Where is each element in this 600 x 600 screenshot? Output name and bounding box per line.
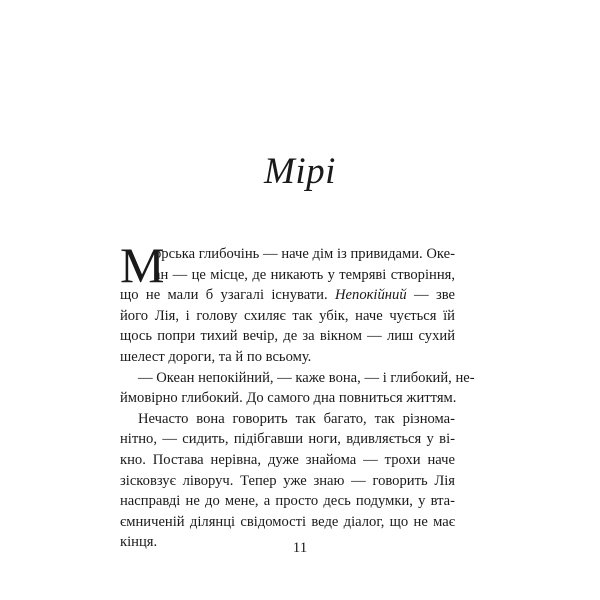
text-line: ан — це місце, де никають у темряві створіння,: [154, 266, 455, 283]
text-line: кінця.: [120, 534, 158, 551]
text-line: кно. Постава нерівна, дуже знайома — трохи наче: [120, 451, 455, 468]
drop-cap-letter: М: [120, 237, 165, 293]
page-number: 11: [292, 540, 308, 556]
text-line: його Лія, і голову схиляє так убік, наче чується їй: [120, 307, 455, 324]
text-line: ємниченій ділянці свідомості веде діалог, що не має: [120, 513, 455, 530]
chapter-title: Мірі: [264, 151, 336, 192]
body-text: [120, 237, 475, 553]
italic-word: Непокійний: [335, 287, 407, 304]
text-line: щось попри тихий вечір, де за вікном — лиш сухий: [120, 328, 455, 345]
text-segment: — зве: [406, 287, 455, 304]
text-line: — Океан непокійний, — каже вона, — і глибокий, не-: [138, 369, 475, 386]
text-segment: що не мали б узагалі існувати.: [120, 287, 335, 304]
text-line: нітно, — сидить, підібгавши ноги, вдивляється у ві-: [120, 431, 455, 448]
text-line: [120, 285, 455, 306]
text-line: шелест дороги, та й по всьому.: [120, 348, 312, 365]
text-line: зісковзує ліворуч. Тепер уже знаю — говорить Лія: [120, 472, 455, 489]
text-line: насправді не до мене, а просто десь подумки, у вта-: [120, 493, 455, 510]
text-line: орська глибочінь — наче дім із привидами. Оке-: [154, 246, 455, 262]
drop-cap-block: [120, 237, 455, 293]
text-line: Нечасто вона говорить так багато, так різнома-: [138, 410, 455, 427]
text-line: ймовірно глибокий. До самого дна повниться життям.: [120, 390, 457, 407]
